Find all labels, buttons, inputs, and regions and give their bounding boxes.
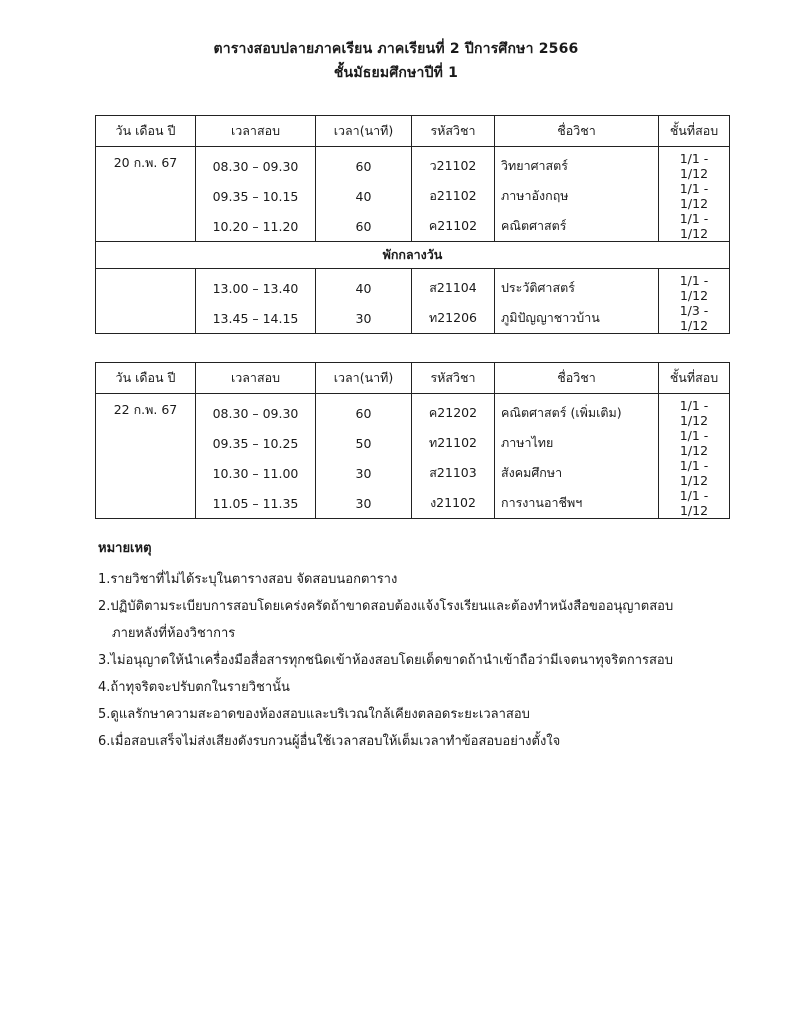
subject-code: ง21102 <box>412 488 495 519</box>
header-time: เวลาสอบ <box>196 116 316 147</box>
header-code: รหัสวิชา <box>412 363 495 394</box>
exam-minutes: 60 <box>316 394 412 429</box>
table-header-row <box>96 363 730 394</box>
header-time: เวลาสอบ <box>196 363 316 394</box>
exam-time: 10.20 – 11.20 <box>196 211 316 242</box>
subject-name: ภาษาไทย <box>495 428 659 458</box>
subject-code: ส21104 <box>412 269 495 304</box>
subject-name: คณิตศาสตร์ <box>495 211 659 242</box>
header-class: ชั้นที่สอบ <box>659 116 730 147</box>
exam-time: 08.30 – 09.30 <box>196 147 316 182</box>
subject-name: ภาษาอังกฤษ <box>495 181 659 211</box>
exam-time: 10.30 – 11.00 <box>196 458 316 488</box>
header-date: วัน เดือน ปี <box>96 363 196 394</box>
note-item: 4.ถ้าทุจริตจะปรับตกในรายวิชานั้น <box>98 680 290 695</box>
note-item: 5.ดูแลรักษาความสะอาดของห้องสอบและบริเวณใกล้เคียงตลอดระยะเวลาสอบ <box>98 707 530 722</box>
subject-name: การงานอาชีพฯ <box>495 488 659 519</box>
exam-schedule-table-1 <box>95 115 730 334</box>
exam-time: 13.45 – 14.15 <box>196 303 316 334</box>
subject-code: ค21202 <box>412 394 495 429</box>
note-continuation-text: ภายหลังที่ห้องวิชาการ <box>112 626 236 641</box>
notes-title: หมายเหตุ <box>98 541 152 556</box>
document-title: ตารางสอบปลายภาคเรียน ภาคเรียนที่ 2 ปีการศึกษา 2566 <box>213 41 579 57</box>
subject-code: ท21102 <box>412 428 495 458</box>
exam-time: 09.35 – 10.15 <box>196 181 316 211</box>
exam-minutes: 40 <box>316 181 412 211</box>
header-subject: ชื่อวิชา <box>495 116 659 147</box>
table-row <box>96 147 730 182</box>
exam-minutes: 30 <box>316 303 412 334</box>
exam-class: 1/1 - 1/12 <box>659 147 730 182</box>
subject-code: ว21102 <box>412 147 495 182</box>
lunch-break-label: พักกลางวัน <box>96 242 730 269</box>
exam-minutes: 60 <box>316 147 412 182</box>
note-item-continuation <box>98 620 738 647</box>
subject-name: ภูมิปัญญาชาวบ้าน <box>495 303 659 334</box>
header-minutes: เวลา(นาที) <box>316 116 412 147</box>
header-subject: ชื่อวิชา <box>495 363 659 394</box>
exam-class: 1/1 - 1/12 <box>659 181 730 211</box>
exam-class: 1/1 - 1/12 <box>659 394 730 429</box>
exam-class: 1/1 - 1/12 <box>659 211 730 242</box>
subject-code: ส21103 <box>412 458 495 488</box>
exam-class: 1/1 - 1/12 <box>659 428 730 458</box>
note-item: 1.รายวิชาที่ไม่ได้ระบุในตารางสอบ จัดสอบนอกตาราง <box>98 572 398 587</box>
exam-time: 08.30 – 09.30 <box>196 394 316 429</box>
note-item: 2.ปฏิบัติตามระเบียบการสอบโดยเคร่งครัดถ้าขาดสอบต้องแจ้งโรงเรียนและต้องทำหนังสือขออนุญาตสอบ <box>98 599 674 614</box>
lunch-break-row <box>96 242 730 269</box>
exam-minutes: 50 <box>316 428 412 458</box>
exam-class: 1/1 - 1/12 <box>659 488 730 519</box>
subject-name: วิทยาศาสตร์ <box>495 147 659 182</box>
exam-minutes: 40 <box>316 269 412 304</box>
header-class: ชั้นที่สอบ <box>659 363 730 394</box>
exam-time: 09.35 – 10.25 <box>196 428 316 458</box>
exam-minutes: 30 <box>316 488 412 519</box>
exam-class: 1/3 - 1/12 <box>659 303 730 334</box>
exam-date: 22 ก.พ. 67 <box>96 394 196 519</box>
exam-time: 11.05 – 11.35 <box>196 488 316 519</box>
exam-date-empty <box>96 269 196 334</box>
subject-name: สังคมศึกษา <box>495 458 659 488</box>
header-date: วัน เดือน ปี <box>96 116 196 147</box>
subject-code: อ21102 <box>412 181 495 211</box>
note-item: 6.เมื่อสอบเสร็จไม่ส่งเสียงดังรบกวนผู้อื่นใช้เวลาสอบให้เต็มเวลาทำข้อสอบอย่างตั้งใจ <box>98 734 561 749</box>
header-code: รหัสวิชา <box>412 116 495 147</box>
subject-code: ท21206 <box>412 303 495 334</box>
exam-time: 13.00 – 13.40 <box>196 269 316 304</box>
notes-section <box>98 537 738 755</box>
exam-minutes: 30 <box>316 458 412 488</box>
exam-class: 1/1 - 1/12 <box>659 458 730 488</box>
subject-code: ค21102 <box>412 211 495 242</box>
document-subtitle: ชั้นมัธยมศึกษาปีที่ 1 <box>333 65 459 81</box>
table-row <box>96 394 730 429</box>
note-item: 3.ไม่อนุญาตให้นำเครื่องมือสื่อสารทุกชนิดเข้าห้องสอบโดยเด็ดขาดถ้านำเข้าถือว่ามีเจตนาทุจริตการสอบ <box>98 653 673 668</box>
subject-name: ประวัติศาสตร์ <box>495 269 659 304</box>
exam-schedule-table-2 <box>95 362 730 519</box>
exam-class: 1/1 - 1/12 <box>659 269 730 304</box>
subject-name: คณิตศาสตร์ (เพิ่มเติม) <box>495 394 659 429</box>
header-minutes: เวลา(นาที) <box>316 363 412 394</box>
exam-date: 20 ก.พ. 67 <box>96 147 196 242</box>
exam-minutes: 60 <box>316 211 412 242</box>
table-header-row <box>96 116 730 147</box>
table-row <box>96 269 730 304</box>
